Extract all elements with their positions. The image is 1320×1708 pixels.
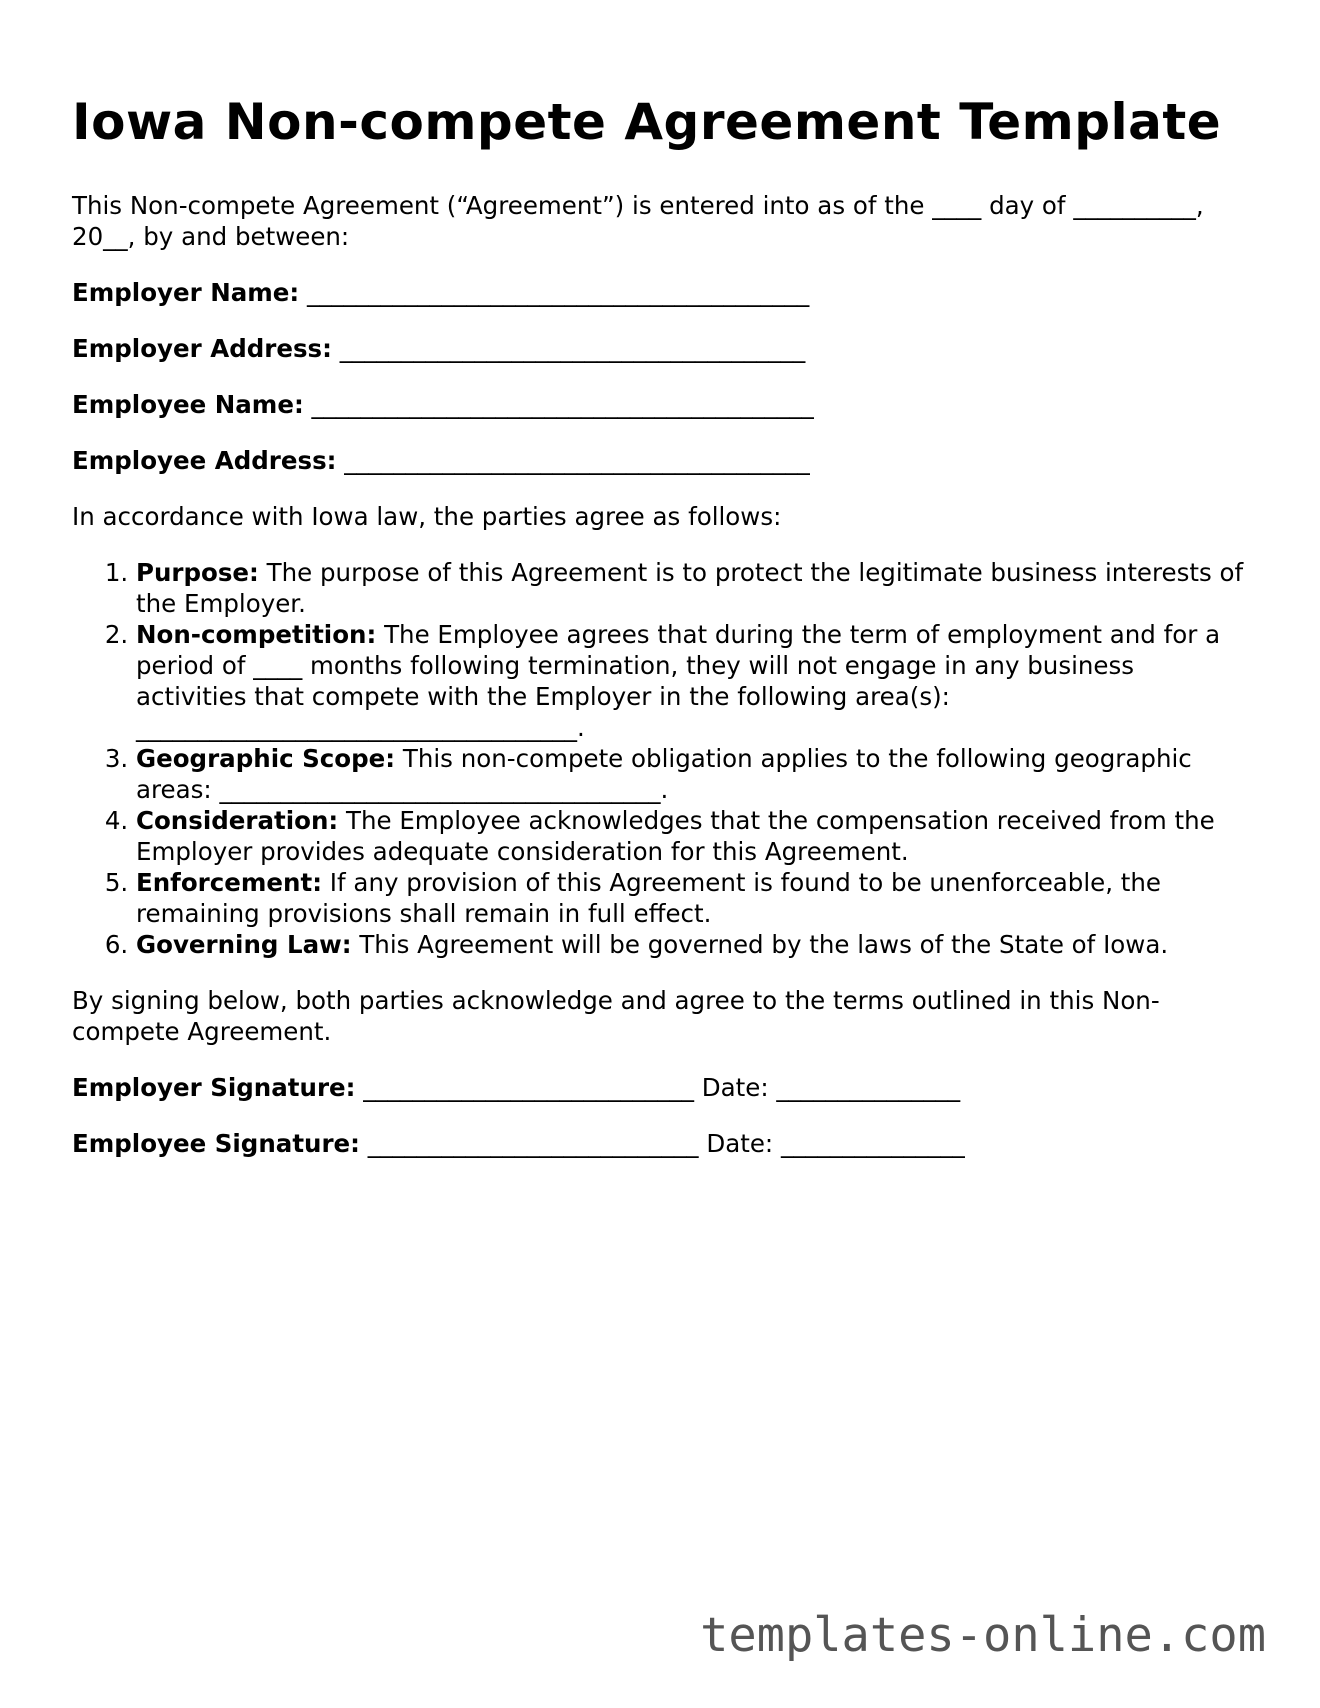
watermark-text: templates-online.com [700, 1608, 1266, 1663]
field-label: Employer Name: [72, 278, 300, 307]
field-blank: ______________________________________ [344, 446, 810, 475]
term-non-competition [136, 619, 1252, 743]
term-text: This Agreement will be governed by the laws of the State of Iowa. [351, 930, 1169, 959]
term-heading: Enforcement: [136, 868, 322, 897]
term-governing-law [136, 929, 1252, 960]
terms-lead: In accordance with Iowa law, the parties agree as follows: [72, 502, 782, 531]
signature-block [72, 1072, 1252, 1159]
field-blank: _________________________________________ [311, 390, 814, 419]
employee-name-field [72, 389, 1252, 420]
field-label: Employer Address: [72, 334, 332, 363]
signature-blank: ___________________________ [367, 1129, 699, 1158]
signature-label: Employee Signature: [72, 1129, 360, 1158]
employee-signature-line [72, 1128, 1252, 1159]
signature-label: Employer Signature: [72, 1073, 356, 1102]
term-geographic-scope [136, 743, 1252, 805]
field-blank: ______________________________________ [339, 334, 806, 363]
term-text: The purpose of this Agreement is to protect the legitimate business interests of the Employer. [136, 558, 1244, 618]
field-label: Employee Address: [72, 446, 337, 475]
term-heading: Governing Law: [136, 930, 352, 959]
term-heading: Consideration: [136, 806, 339, 835]
date-blank: _______________ [780, 1129, 965, 1158]
employer-name-field [72, 277, 1252, 308]
date-label: Date: [706, 1129, 774, 1158]
closing-paragraph: By signing below, both parties acknowledge and agree to the terms outlined in this Non-compete Agreement. [72, 986, 1160, 1046]
field-label: Employee Name: [72, 390, 304, 419]
intro-paragraph: This Non-compete Agreement (“Agreement”) is entered into as of the ____ day of __________, 20__, by and between: [72, 191, 1204, 251]
term-consideration [136, 805, 1252, 867]
signature-blank: ___________________________ [363, 1073, 694, 1102]
term-heading: Purpose: [136, 558, 259, 587]
party-fields [72, 277, 1252, 476]
date-label: Date: [701, 1073, 769, 1102]
term-text: This non-compete obligation applies to the following geographic areas: ____________________________________. [136, 744, 1192, 804]
term-heading: Non-competition: [136, 620, 377, 649]
term-text: The Employee agrees that during the term of employment and for a period of ____ months following termination, they will not engage in any business activities that compete with the Employer in the following area(s): ____________________________________. [136, 620, 1221, 742]
document-title: Iowa Non-compete Agreement Template [72, 93, 1222, 151]
term-enforcement [136, 867, 1252, 929]
term-text: The Employee acknowledges that the compensation received from the Employer provides adequate consideration for this Agreement. [136, 806, 1215, 866]
employer-address-field [72, 333, 1252, 364]
term-heading: Geographic Scope: [136, 744, 396, 773]
term-purpose [136, 557, 1252, 619]
document-page [72, 92, 1252, 1159]
employee-address-field [72, 445, 1252, 476]
field-blank: _________________________________________ [307, 278, 810, 307]
date-blank: _______________ [776, 1073, 961, 1102]
employer-signature-line [72, 1072, 1252, 1103]
term-text: If any provision of this Agreement is found to be unenforceable, the remaining provisions shall remain in full effect. [136, 868, 1162, 928]
terms-list [72, 557, 1252, 960]
